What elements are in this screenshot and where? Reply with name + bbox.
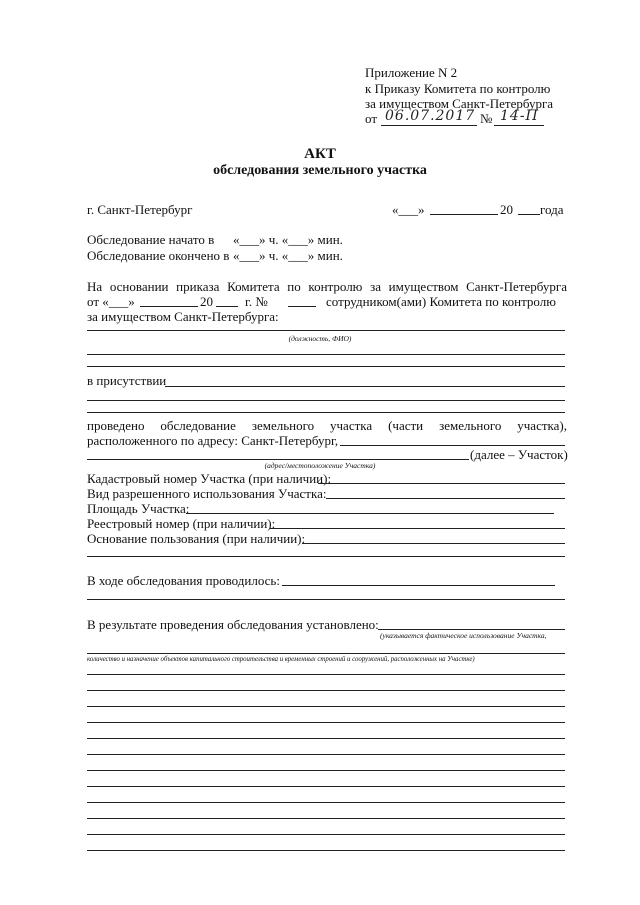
date-day: «___» [392,202,425,217]
area-label: Площадь Участка: [87,501,190,516]
end-label: Обследование окончено в [87,248,230,263]
end-time: «___» ч. «___» мин. [233,248,343,263]
blank-line [87,412,565,413]
conducted-label: В ходе обследования проводилось: [87,573,280,588]
blank-line [87,599,565,600]
blank-line [87,354,565,355]
caption-fio: (должность, ФИО) [288,334,352,343]
inspection-line-3-end: (далее – Участок) [470,447,568,462]
writing-line [87,786,565,787]
writing-line [87,818,565,819]
inspection-line-1: проведено обследование земельного участка (части земельного участка), [87,418,567,433]
writing-line [87,834,565,835]
appendix-date-line [381,125,477,126]
presence-label: в присутствии [87,373,167,388]
conducted-line [282,585,555,586]
blank-line [87,653,565,654]
appendix-number-line [494,125,544,126]
basis-use-label: Основание пользования (при наличии): [87,531,306,546]
basis-year: 20 [200,294,213,309]
caption-objects: количество и назначение объектов капитального строительства и временных строений и сооружений, расположенных на Участке) [87,656,475,663]
use-type-label: Вид разрешенного использования Участка: [87,486,327,501]
blank-line [87,556,565,557]
appendix-line-1: Приложение N 2 [365,65,458,80]
basis-date-line [140,306,198,307]
use-type-line [326,498,565,499]
basis-use-line [302,543,565,544]
writing-line [87,738,565,739]
date-year-line [518,214,540,215]
basis-number-line [288,306,316,307]
appendix-line-3: за имуществом Санкт-Петербурга [365,96,554,111]
document-title: АКТ [304,146,336,162]
basis-line-1: На основании приказа Комитета по контролю за имуществом Санкт-Петербурга [87,279,567,294]
city-label: г. Санкт-Петербург [87,202,193,217]
caption-actual-use: (указывается фактическое использование Участка, [380,631,547,640]
appendix-line-2: к Приказу Комитета по контролю [365,81,551,96]
appendix-date-handwritten: 06.07.2017 [385,108,476,124]
date-month-line [430,214,498,215]
start-time: «___» ч. «___» мин. [233,232,343,247]
area-line [186,513,554,514]
cadastral-label: Кадастровый номер Участка (при наличии): [87,471,332,486]
writing-line [87,850,565,851]
result-line [378,629,565,630]
writing-line [87,770,565,771]
fio-line [87,330,565,331]
basis-from: от «___» [87,294,135,309]
caption-address: (адрес/местоположение Участка) [264,461,376,470]
appendix-number-sign: № [480,111,493,126]
writing-line [87,674,565,675]
start-label: Обследование начато в [87,232,215,247]
basis-staff: сотрудником(ами) Комитета по контролю [326,294,556,309]
registry-line [270,528,565,529]
blank-line [87,366,565,367]
appendix-date-prefix: от [365,111,378,126]
blank-line [87,400,565,401]
date-year-prefix: 20 [500,202,513,217]
inspection-line-2: расположенного по адресу: Санкт-Петербург, [87,433,339,448]
writing-line [87,754,565,755]
presence-line [165,386,565,387]
writing-line [87,722,565,723]
date-year-suffix: года [540,202,564,217]
document-subtitle: обследования земельного участка [213,163,427,178]
writing-line [87,802,565,803]
basis-year-line [216,306,238,307]
address-line [340,445,565,446]
appendix-number-handwritten: 14-П [500,108,539,124]
writing-line [87,690,565,691]
writing-line [87,706,565,707]
basis-no: г. № [245,294,268,309]
basis-line-3: за имуществом Санкт-Петербурга: [87,309,279,324]
registry-label: Реестровый номер (при наличии): [87,516,276,531]
address-line-2 [87,459,469,460]
result-label: В результате проведения обследования установлено: [87,617,379,632]
cadastral-line [318,483,565,484]
